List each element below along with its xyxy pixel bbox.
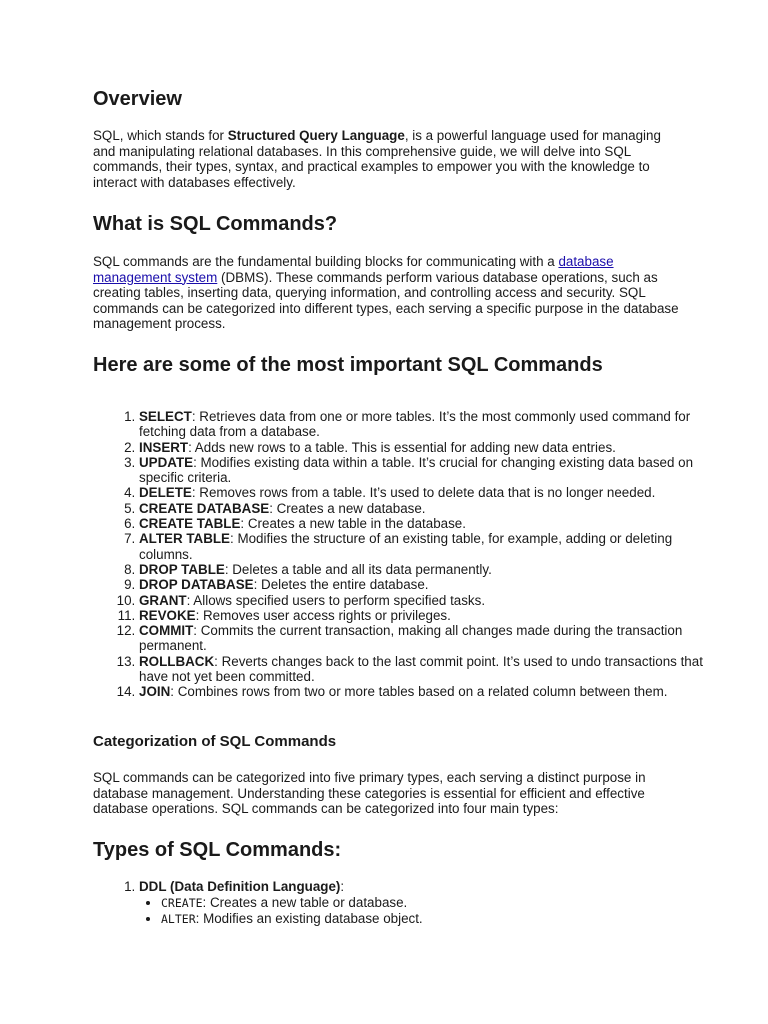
command-description: : Deletes a table and all its data permanently. [224, 561, 492, 577]
command-name: SELECT [139, 409, 192, 424]
list-item [139, 684, 729, 699]
important-commands-list [93, 409, 729, 700]
command-description: : Removes user access rights or privileges. [195, 607, 451, 623]
command-description: : Deletes the entire database. [253, 577, 429, 593]
list-item [139, 501, 729, 516]
list-item [139, 516, 729, 531]
command-name: JOIN [139, 684, 171, 700]
keyword-description: : Modifies an existing database object. [195, 911, 423, 926]
command-description: : Modifies existing data within a table. It’s crucial for changing existing data based on specific criteria. [139, 454, 694, 486]
command-name: COMMIT [139, 623, 194, 639]
list-item [139, 409, 729, 440]
command-name: CREATE DATABASE [139, 500, 270, 516]
list-item [161, 895, 729, 912]
command-description: : Retrieves data from one or more tables. It’s the most commonly used command for fetching data from a database. [139, 409, 691, 440]
type-name: DDL (Data Definition Language) [139, 879, 341, 894]
list-item [139, 654, 729, 685]
list-item [161, 911, 729, 928]
list-item [139, 593, 729, 608]
command-description: : Modifies the structure of an existing table, for example, adding or deleting columns. [139, 531, 673, 562]
list-item [139, 531, 729, 562]
sql-keyword: CREATE [161, 895, 203, 910]
what-is-text-start: SQL commands are the fundamental building blocks for communicating with a [93, 254, 559, 269]
important-commands-heading: Here are some of the most important SQL Commands [93, 354, 603, 376]
overview-text-start: SQL, which stands for [93, 128, 228, 143]
command-description: : Removes rows from a table. It’s used to delete data that is no longer needed. [191, 485, 656, 501]
what-is-heading: What is SQL Commands? [93, 213, 338, 235]
command-description: : Creates a new table in the database. [240, 516, 466, 532]
categorization-heading: Categorization of SQL Commands [93, 733, 337, 750]
sql-keyword: ALTER [161, 912, 196, 926]
command-description: : Commits the current transaction, making all changes made during the transaction permanent. [139, 623, 683, 654]
what-is-paragraph [93, 254, 683, 332]
command-description: : Combines rows from two or more tables based on a related column between them. [170, 684, 668, 700]
command-name: REVOKE [139, 607, 196, 623]
dbms-link[interactable]: database management system [93, 254, 614, 285]
overview-heading: Overview [93, 88, 182, 110]
command-name: ALTER TABLE [139, 531, 230, 547]
list-item [139, 440, 729, 455]
list-item [139, 608, 729, 623]
overview-paragraph [93, 128, 683, 190]
command-description: : Adds new rows to a table. This is essential for adding new data entries. [188, 439, 616, 455]
types-heading: Types of SQL Commands: [93, 839, 342, 861]
keyword-description: : Creates a new table or database. [202, 894, 408, 910]
overview-text-end: , is a powerful language used for managing and manipulating relational databases. In this comprehensive guide, we will delve into SQL commands, their types, syntax, and practical examples to empower you with the knowledge to interact with databases effectively. [93, 128, 661, 190]
list-item [139, 562, 729, 577]
overview-bold-term: Structured Query Language [227, 128, 405, 143]
what-is-text-end: (DBMS). These commands perform various database operations, such as creating tables, inserting data, querying information, and controlling access and security. SQL commands can be categorized into different types, each serving a specific purpose in the database management process. [93, 269, 679, 331]
list-item [139, 623, 729, 654]
command-name: GRANT [139, 592, 187, 608]
type-suffix: : [340, 879, 345, 894]
command-name: DELETE [139, 485, 192, 501]
list-item [139, 455, 729, 486]
command-name: DROP DATABASE [139, 577, 254, 593]
command-description: : Creates a new database. [269, 500, 426, 516]
list-item [139, 879, 729, 928]
list-item [139, 577, 729, 592]
command-description: : Reverts changes back to the last commit point. It’s used to undo transactions that have not yet been committed. [139, 653, 703, 685]
categorization-paragraph: SQL commands can be categorized into five primary types, each serving a distinct purpose in database management. Understanding these categories is essential for efficient and effective database operations. SQL commands can be categorized into four main types: [93, 770, 646, 816]
types-list [93, 879, 729, 928]
command-name: CREATE TABLE [139, 516, 241, 532]
command-name: ROLLBACK [139, 653, 215, 669]
ddl-commands-list [139, 895, 729, 928]
command-name: INSERT [139, 439, 189, 455]
command-name: UPDATE [139, 454, 194, 470]
list-item [139, 485, 729, 500]
command-description: : Allows specified users to perform specified tasks. [186, 592, 486, 608]
command-name: DROP TABLE [139, 561, 225, 577]
